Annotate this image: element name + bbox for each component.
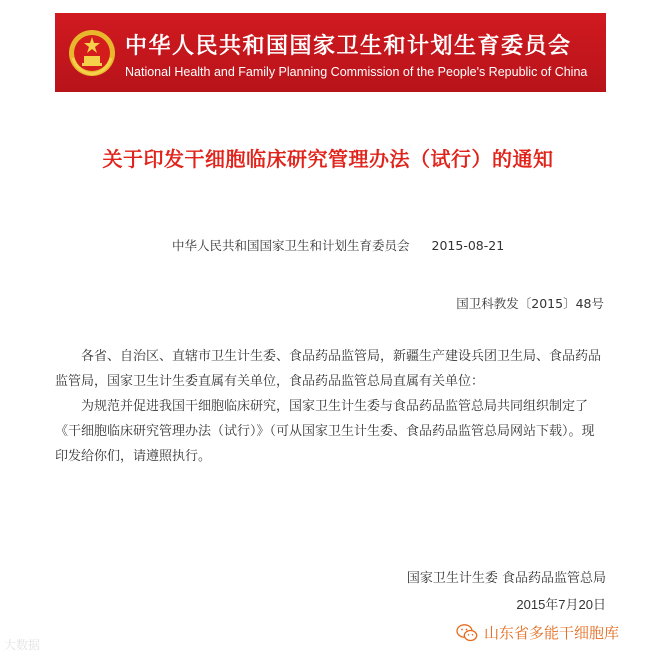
banner-title-cn: 中华人民共和国国家卫生和计划生育委员会 bbox=[125, 34, 572, 59]
wechat-icon bbox=[456, 623, 478, 643]
body-paragraph: 各省、自治区、直辖市卫生计生委、食品药品监管局，新疆生产建设兵团卫生局、食品药品监管局，国家卫生计生委直属有关单位，食品药品监管总局直属有关单位： bbox=[55, 349, 602, 389]
watermark-left: 大数据 bbox=[4, 638, 41, 652]
body-paragraph: 为规范并促进我国干细胞临床研究，国家卫生计生委与食品药品监管总局共同组织制定了《干细胞临床研究管理办法（试行）》（可从国家卫生计生委、食品药品监管总局网站下载）。现印发给你们，请遵照执行。 bbox=[55, 399, 595, 464]
watermark-right bbox=[456, 622, 619, 643]
document-meta bbox=[172, 236, 504, 254]
watermark-right-text: 山东省多能干细胞库 bbox=[484, 624, 620, 642]
national-emblem-icon bbox=[67, 28, 117, 78]
document-body bbox=[55, 344, 607, 469]
document-issuer: 国家卫生计生委 食品药品监管总局 bbox=[406, 571, 606, 586]
header-banner bbox=[55, 13, 606, 92]
document-number: 国卫科教发〔2015〕48号 bbox=[456, 296, 604, 311]
banner-title-en: National Health and Family Planning Commission of the People's Republic of China bbox=[125, 65, 588, 79]
document-title: 关于印发干细胞临床研究管理办法（试行）的通知 bbox=[102, 147, 554, 171]
document-source: 中华人民共和国国家卫生和计划生育委员会 bbox=[172, 238, 410, 253]
document-issue-date: 2015年7月20日 bbox=[516, 597, 606, 612]
document-date: 2015-08-21 bbox=[431, 238, 505, 253]
